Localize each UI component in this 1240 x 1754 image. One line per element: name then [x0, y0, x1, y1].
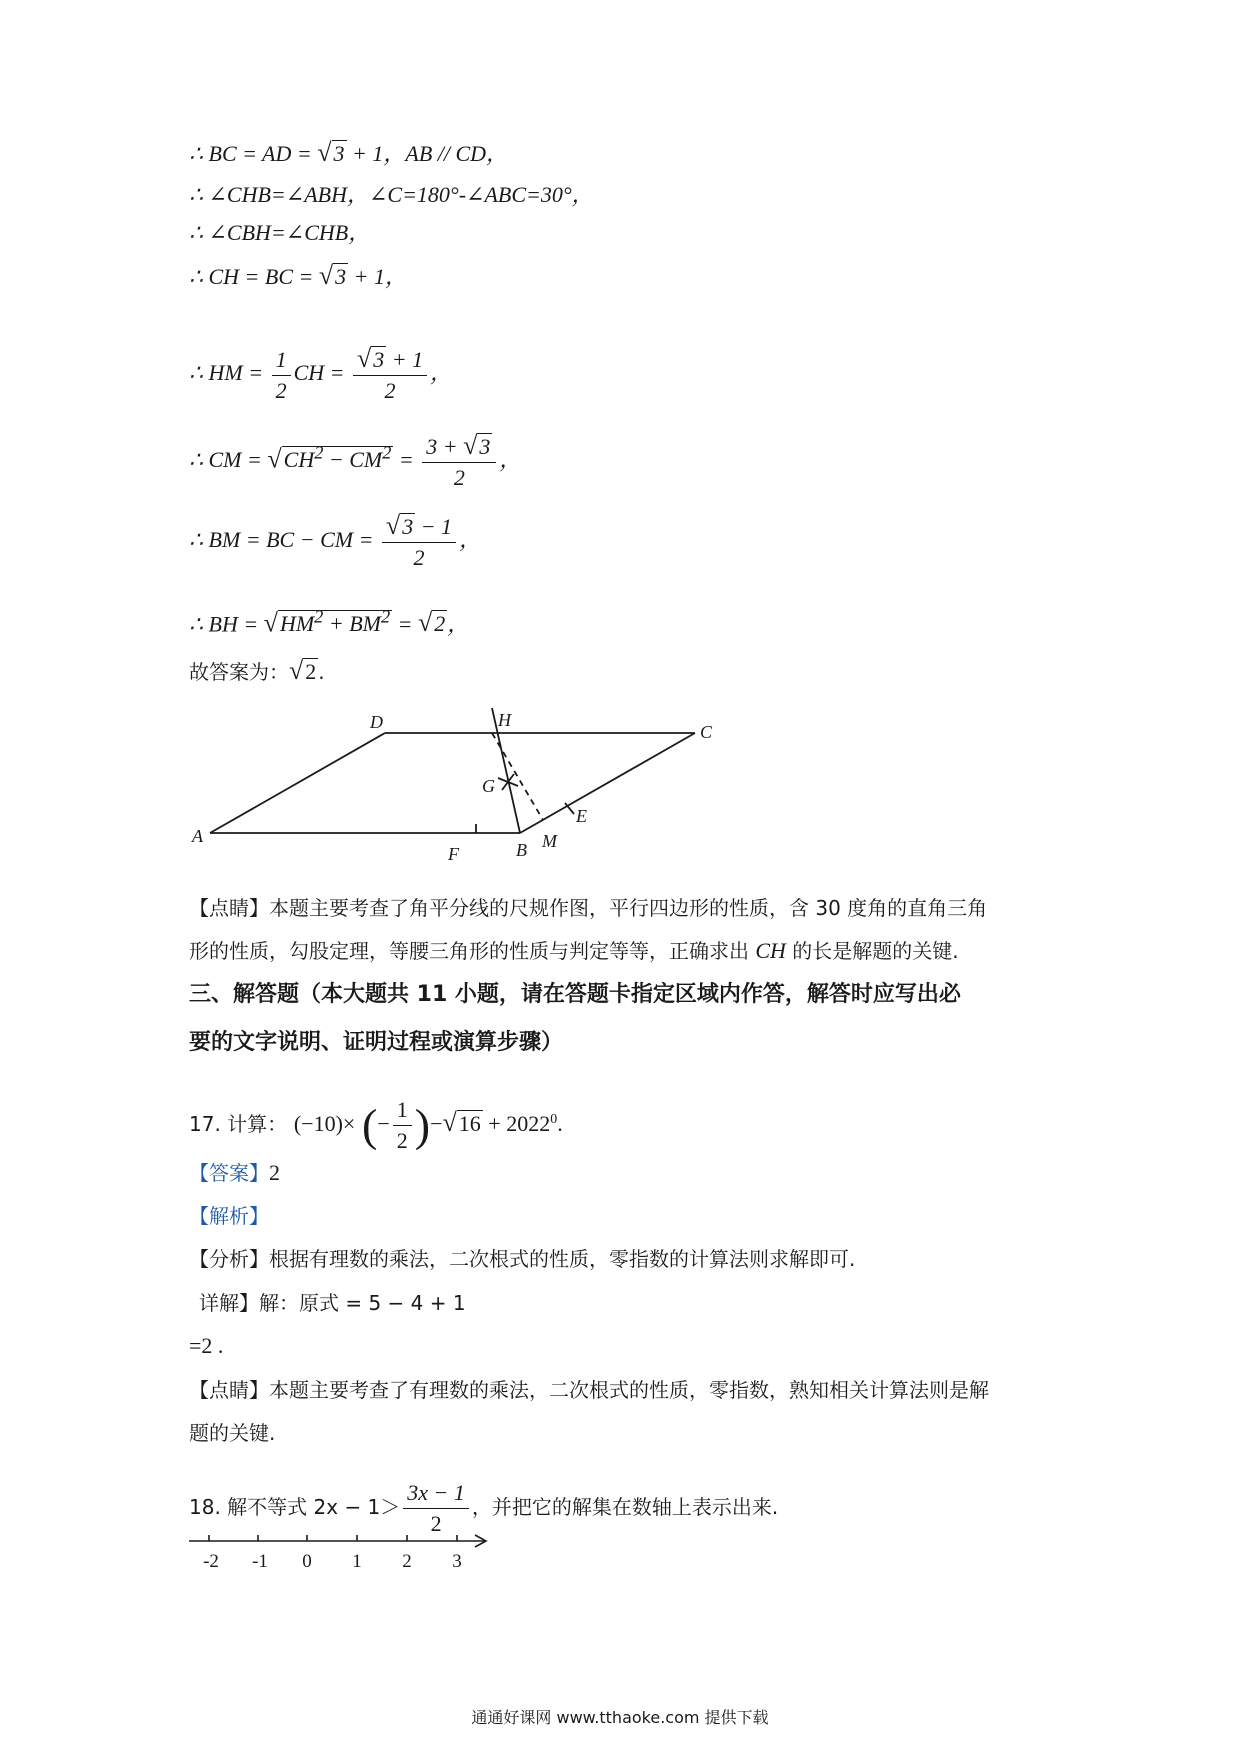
plus-sign: +: [323, 611, 350, 637]
exponent: 2: [380, 607, 391, 627]
step-2-text: ∠CHB=∠ABH，∠C=180°-∠ABC=30°，: [208, 182, 594, 207]
sqrt: $√HM^2 + BM^2$: [263, 607, 391, 638]
sqrt: √2: [289, 656, 317, 685]
comment-text: 本题主要考查了有理数的乘法，二次根式的性质，零指数，熟知相关计算法则是解: [269, 1378, 989, 1402]
step-2: [189, 182, 594, 208]
step-1: [189, 140, 508, 167]
radicand: 3: [479, 434, 491, 459]
variable-ch: CH: [755, 938, 786, 963]
radicand-b: BM: [349, 611, 381, 637]
left-paren: (: [362, 1099, 378, 1151]
fenxi-tag: 【分析】: [189, 1247, 269, 1271]
sqrt: √16: [442, 1108, 481, 1137]
therefore-symbol: ∴: [189, 527, 203, 553]
denominator: 2: [453, 465, 465, 490]
comment-tag: 【点睛】: [189, 1378, 269, 1402]
exponent: 0: [550, 1112, 558, 1127]
step-4-lhs: CH = BC =: [208, 264, 319, 289]
fenxi-row: [189, 1246, 855, 1272]
radicand: 3: [402, 514, 414, 539]
radicand: 16: [458, 1111, 481, 1136]
xiangjie-tag: 详解】: [199, 1291, 259, 1315]
tick-label: 1: [352, 1551, 362, 1572]
label-g: G: [482, 776, 495, 796]
sqrt: √2: [418, 608, 446, 638]
radicand: 2: [434, 611, 446, 637]
numerator: √3 − 1: [382, 513, 456, 543]
label-f: F: [448, 844, 459, 864]
section-heading-line-1: 三、解答题（本大题共 11 小题，请在答题卡指定区域内作答，解答时应写出必: [189, 982, 961, 1007]
denominator: 2: [413, 545, 425, 570]
radicand: 3: [335, 264, 347, 289]
step-1-lhs: BC = AD =: [208, 141, 318, 166]
step-8: [189, 604, 469, 637]
step-1-end: ，: [486, 141, 509, 166]
fraction: [393, 1097, 412, 1154]
comment-2-line-2: 题的关键.: [189, 1421, 276, 1445]
equals-sign: =: [393, 447, 420, 473]
radicand-a: CH: [283, 447, 315, 473]
numerator-rest: − 1: [415, 514, 453, 539]
therefore-symbol: ∴: [189, 611, 203, 637]
numerator: 1: [272, 347, 291, 376]
step-8-end: ，: [447, 611, 470, 637]
answer-tag: 【答案】: [189, 1161, 269, 1185]
line-hm: [492, 733, 543, 820]
denominator: 2: [430, 1511, 442, 1536]
step-4: [189, 263, 407, 290]
expr-b: −: [430, 1111, 443, 1136]
step-7-end: ，: [459, 527, 482, 553]
number-line: [185, 1525, 495, 1585]
result-line: =2 .: [189, 1333, 224, 1358]
minus-sign: −: [323, 447, 350, 473]
expr-end: .: [557, 1111, 563, 1136]
therefore-symbol: ∴: [189, 360, 203, 386]
section-heading-line-2: 要的文字说明、证明过程或演算步骤）: [189, 1030, 564, 1055]
step-6-lhs: CM =: [208, 447, 268, 473]
therefore-symbol: ∴: [189, 141, 203, 166]
page-footer: 通通好课网 www.tthaoke.com 提供下载: [471, 1708, 769, 1727]
comment-text: 的长是解题的关键.: [785, 939, 959, 963]
xiangjie-text: 解：原式 = 5 − 4 + 1: [259, 1291, 466, 1315]
step-8-lhs: BH =: [208, 611, 264, 637]
numerator: √3 + 1: [353, 346, 427, 376]
radicand: 3: [333, 141, 345, 166]
answer-value: 2: [269, 1160, 280, 1185]
right-paren: ): [414, 1099, 431, 1151]
fraction: [272, 347, 291, 404]
analysis-tag: 【解析】: [189, 1204, 269, 1228]
step-5-mid: CH =: [293, 360, 350, 386]
numerator: 3x − 1: [403, 1480, 469, 1509]
label-c: C: [700, 722, 713, 742]
question-17: [189, 1097, 563, 1154]
side-ad: [210, 733, 385, 833]
denominator: 2: [384, 378, 396, 403]
step-7-lhs: BM = BC − CM =: [208, 527, 379, 553]
expr-c: + 2022: [482, 1111, 551, 1136]
expr-a: (−10)×: [293, 1111, 356, 1136]
numerator: 1: [393, 1097, 412, 1126]
answer-row: [189, 1160, 280, 1186]
label-e: E: [576, 806, 587, 826]
therefore-symbol: ∴: [189, 264, 203, 289]
sqrt: √3: [317, 138, 345, 167]
answer-line: [189, 658, 325, 685]
step-1-rest: + 1，: [346, 141, 406, 166]
denominator: 2: [396, 1128, 408, 1153]
radicand-b: CM: [349, 447, 383, 473]
fenxi-text: 根据有理数的乘法，二次根式的性质，零指数的计算法则求解即可.: [269, 1247, 856, 1271]
step-5-end: ，: [430, 360, 453, 386]
exponent: 2: [314, 442, 324, 463]
comment-1-line-1: [189, 895, 987, 921]
answer-line-end: .: [318, 660, 325, 684]
step-4-rest: + 1，: [348, 264, 408, 289]
step-7: [189, 513, 481, 571]
step-5-lhs: HM =: [208, 360, 269, 386]
tick-label: 0: [302, 1551, 312, 1572]
label-m: M: [542, 831, 557, 851]
radicand: 3: [373, 347, 385, 372]
equals-sign: =: [392, 611, 418, 637]
label-b: B: [516, 840, 527, 860]
sqrt: √3: [318, 261, 347, 290]
parallelogram-figure: [180, 700, 740, 880]
sqrt: $√CH^2 - CM^2$: [267, 442, 392, 474]
tick-label: -1: [252, 1551, 268, 1572]
step-1-parallel: AB // CD: [405, 141, 487, 166]
step-3: [189, 220, 370, 246]
question-18-end: ，并把它的解集在数轴上表示出来.: [471, 1495, 779, 1519]
answer-line-text: 故答案为：: [189, 660, 289, 684]
comment-tag: 【点睛】: [189, 896, 269, 920]
question-18-label: 18. 解不等式 2x − 1＞: [189, 1495, 401, 1519]
question-17-label: 17. 计算：: [189, 1112, 288, 1136]
step-5: [189, 346, 452, 404]
radicand: 2: [305, 659, 317, 684]
fraction: [353, 346, 427, 404]
fraction: [382, 513, 456, 571]
minus-sign: −: [377, 1111, 390, 1136]
numerator-a: 3 +: [426, 434, 464, 459]
numerator-rest: + 1: [386, 347, 424, 372]
radicand-a: HM: [279, 611, 315, 637]
label-d: D: [370, 712, 383, 732]
fraction: [422, 433, 496, 491]
comment-text: 本题主要考查了角平分线的尺规作图，平行四边形的性质，含 30 度角的直角三角: [269, 896, 988, 920]
therefore-symbol: ∴: [189, 447, 203, 473]
comment-text: 形的性质，勾股定理，等腰三角形的性质与判定等等，正确求出: [189, 939, 756, 963]
step-3-text: ∠CBH=∠CHB，: [208, 220, 371, 245]
comment-1-line-2: [189, 938, 959, 964]
tick-label: 2: [402, 1551, 412, 1572]
numerator: 3 + √3: [422, 433, 496, 463]
label-a: A: [192, 826, 203, 846]
exponent: 2: [382, 442, 392, 463]
label-h: H: [498, 710, 511, 730]
exponent: 2: [314, 607, 324, 627]
tick-label: -2: [203, 1551, 219, 1572]
step-6: [189, 433, 521, 491]
side-bc: [520, 733, 695, 833]
therefore-symbol: ∴: [189, 220, 203, 245]
denominator: 2: [275, 377, 287, 403]
comment-2-line-1: [189, 1377, 989, 1403]
step-6-end: ，: [499, 447, 522, 473]
tick-label: 3: [452, 1551, 462, 1572]
therefore-symbol: ∴: [189, 182, 203, 207]
xiangjie-row: [199, 1290, 466, 1316]
